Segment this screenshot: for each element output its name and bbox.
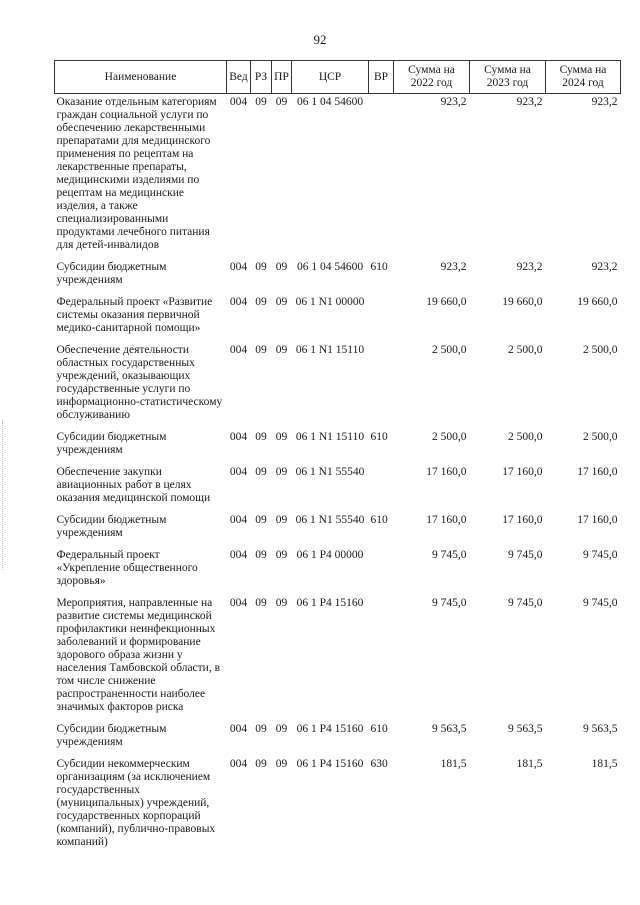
row-sum-2022: 923,2 xyxy=(440,96,467,108)
row-ved: 004 xyxy=(229,96,248,108)
row-pr: 09 xyxy=(275,514,288,526)
table-header-row xyxy=(55,61,621,94)
row-ved: 004 xyxy=(229,723,248,735)
row-sum-2024: 19 660,0 xyxy=(577,296,618,308)
row-vr: 610 xyxy=(370,261,388,273)
row-rz: 09 xyxy=(255,431,267,443)
table-row xyxy=(55,723,621,758)
row-pr: 09 xyxy=(275,261,288,273)
row-sum-2022: 2 500,0 xyxy=(432,431,467,443)
row-sum-2023: 181,5 xyxy=(516,758,543,770)
row-rz: 09 xyxy=(255,261,267,273)
row-sum-2023: 9 745,0 xyxy=(508,549,543,561)
row-name: Федеральный проект «Укрепление общественного здоровья» xyxy=(56,549,198,587)
row-csr: 06 1 N1 00000 xyxy=(295,296,365,308)
row-ved: 004 xyxy=(229,549,248,561)
row-csr: 06 1 04 54600 xyxy=(296,261,364,273)
row-sum-2022: 9 745,0 xyxy=(432,549,467,561)
row-sum-2023: 923,2 xyxy=(516,96,543,108)
row-name: Мероприятия, направленные на развитие системы медицинской профилактики неинфекционных заболеваний и формирование здорового образа жизни у населения Тамбовской области, в том числе снижение распространенности наиболее значимых факторов риска xyxy=(56,597,221,713)
header-sum-2024: Сумма на 2024 год xyxy=(546,61,621,94)
row-vr xyxy=(369,94,394,262)
row-name: Субсидии бюджетным учреждениям xyxy=(56,514,167,539)
row-name: Обеспечение закупки авиационных работ в целях оказания медицинской помощи xyxy=(56,466,211,504)
row-csr: 06 1 P4 15160 xyxy=(296,597,364,609)
row-sum-2022: 19 660,0 xyxy=(426,296,467,308)
row-sum-2023: 9 563,5 xyxy=(508,723,543,735)
row-rz: 09 xyxy=(255,344,267,356)
budget-table xyxy=(54,60,621,858)
row-vr xyxy=(369,597,394,723)
row-rz: 09 xyxy=(255,597,267,609)
row-sum-2022: 181,5 xyxy=(440,758,467,770)
row-csr: 06 1 P4 00000 xyxy=(296,549,364,561)
row-csr: 06 1 N1 15110 xyxy=(295,344,365,356)
row-sum-2024: 2 500,0 xyxy=(583,431,618,443)
row-sum-2023: 923,2 xyxy=(516,261,543,273)
header-pr: ПР xyxy=(272,61,292,94)
row-sum-2024: 9 745,0 xyxy=(583,549,618,561)
row-ved: 004 xyxy=(229,597,248,609)
row-sum-2023: 17 160,0 xyxy=(502,466,543,478)
row-rz: 09 xyxy=(255,758,267,770)
row-vr: 630 xyxy=(370,758,388,770)
table-row xyxy=(55,296,621,344)
row-rz: 09 xyxy=(255,514,267,526)
row-sum-2022: 9 563,5 xyxy=(432,723,467,735)
row-sum-2022: 9 745,0 xyxy=(432,597,467,609)
row-vr xyxy=(369,549,394,597)
row-sum-2024: 923,2 xyxy=(591,96,618,108)
row-name: Оказание отдельным категориям граждан социальной услуги по обеспечению лекарственными препаратами для медицинского применения по рецептам на лекарственные препараты, медицинскими изделиями по рецептам на медицинские изделия, а также специализированными продуктами лечебного питания для детей-инвалидов xyxy=(56,96,217,251)
header-sum-2023: Сумма на 2023 год xyxy=(470,61,546,94)
row-ved: 004 xyxy=(229,261,248,273)
row-name: Обеспечение деятельности областных государственных учреждений, оказывающих государственные услуги по информационно-статистическому обслуживанию xyxy=(56,344,223,421)
table-row xyxy=(55,94,621,262)
row-name: Субсидии бюджетным учреждениям xyxy=(56,261,167,286)
row-pr: 09 xyxy=(275,96,288,108)
row-csr: 06 1 N1 15110 xyxy=(295,431,365,443)
row-sum-2022: 2 500,0 xyxy=(432,344,467,356)
table-row xyxy=(55,514,621,549)
row-pr: 09 xyxy=(275,431,288,443)
page-number: 92 xyxy=(313,32,327,47)
row-pr: 09 xyxy=(275,344,288,356)
row-csr: 06 1 04 54600 xyxy=(296,96,364,108)
row-csr: 06 1 P4 15160 xyxy=(296,758,364,770)
row-rz: 09 xyxy=(255,723,267,735)
row-sum-2023: 2 500,0 xyxy=(508,344,543,356)
table-row xyxy=(55,758,621,858)
row-rz: 09 xyxy=(255,296,267,308)
row-rz: 09 xyxy=(255,549,267,561)
row-pr: 09 xyxy=(275,597,288,609)
scan-margin-mark xyxy=(2,420,4,570)
row-rz: 09 xyxy=(255,96,267,108)
row-sum-2024: 181,5 xyxy=(591,758,618,770)
row-vr xyxy=(369,296,394,344)
row-pr: 09 xyxy=(275,296,288,308)
row-sum-2023: 2 500,0 xyxy=(508,431,543,443)
header-vr: ВР xyxy=(369,61,394,94)
table-row xyxy=(55,597,621,723)
row-sum-2024: 9 745,0 xyxy=(583,597,618,609)
row-pr: 09 xyxy=(275,549,288,561)
row-sum-2024: 2 500,0 xyxy=(583,344,618,356)
row-rz: 09 xyxy=(255,466,267,478)
header-rz: РЗ xyxy=(251,61,272,94)
row-ved: 004 xyxy=(229,466,248,478)
table-row xyxy=(55,549,621,597)
row-sum-2023: 19 660,0 xyxy=(502,296,543,308)
header-csr: ЦСР xyxy=(292,61,369,94)
row-pr: 09 xyxy=(275,758,288,770)
row-sum-2023: 9 745,0 xyxy=(508,597,543,609)
row-csr: 06 1 P4 15160 xyxy=(296,723,364,735)
row-pr: 09 xyxy=(275,723,288,735)
row-sum-2022: 17 160,0 xyxy=(426,514,467,526)
row-vr: 610 xyxy=(370,431,388,443)
row-ved: 004 xyxy=(229,758,248,770)
row-csr: 06 1 N1 55540 xyxy=(295,514,365,526)
table-row xyxy=(55,431,621,466)
header-ved: Вед xyxy=(227,61,251,94)
header-sum-2022: Сумма на 2022 год xyxy=(394,61,470,94)
header-name: Наименование xyxy=(55,61,227,94)
row-ved: 004 xyxy=(229,344,248,356)
row-sum-2024: 17 160,0 xyxy=(577,514,618,526)
table-row xyxy=(55,261,621,296)
row-sum-2024: 9 563,5 xyxy=(583,723,618,735)
row-vr: 610 xyxy=(370,723,388,735)
row-sum-2022: 17 160,0 xyxy=(426,466,467,478)
row-pr: 09 xyxy=(275,466,288,478)
table-body xyxy=(55,94,621,859)
row-sum-2024: 17 160,0 xyxy=(577,466,618,478)
row-ved: 004 xyxy=(229,296,248,308)
row-name: Федеральный проект «Развитие системы оказания первичной медико-санитарной помощи» xyxy=(56,296,213,334)
table-row xyxy=(55,466,621,514)
row-name: Субсидии бюджетным учреждениям xyxy=(56,723,167,748)
row-ved: 004 xyxy=(229,431,248,443)
row-name: Субсидии некоммерческим организациям (за исключением государственных (муниципальных) учреждений, государственных корпораций (компаний), публично-правовых компаний) xyxy=(56,758,216,848)
row-sum-2022: 923,2 xyxy=(440,261,467,273)
row-vr xyxy=(369,466,394,514)
row-sum-2023: 17 160,0 xyxy=(502,514,543,526)
row-ved: 004 xyxy=(229,514,248,526)
row-vr: 610 xyxy=(370,514,388,526)
row-name: Субсидии бюджетным учреждениям xyxy=(56,431,167,456)
row-sum-2024: 923,2 xyxy=(591,261,618,273)
row-vr xyxy=(369,344,394,431)
table-row xyxy=(55,344,621,431)
row-csr: 06 1 N1 55540 xyxy=(295,466,365,478)
